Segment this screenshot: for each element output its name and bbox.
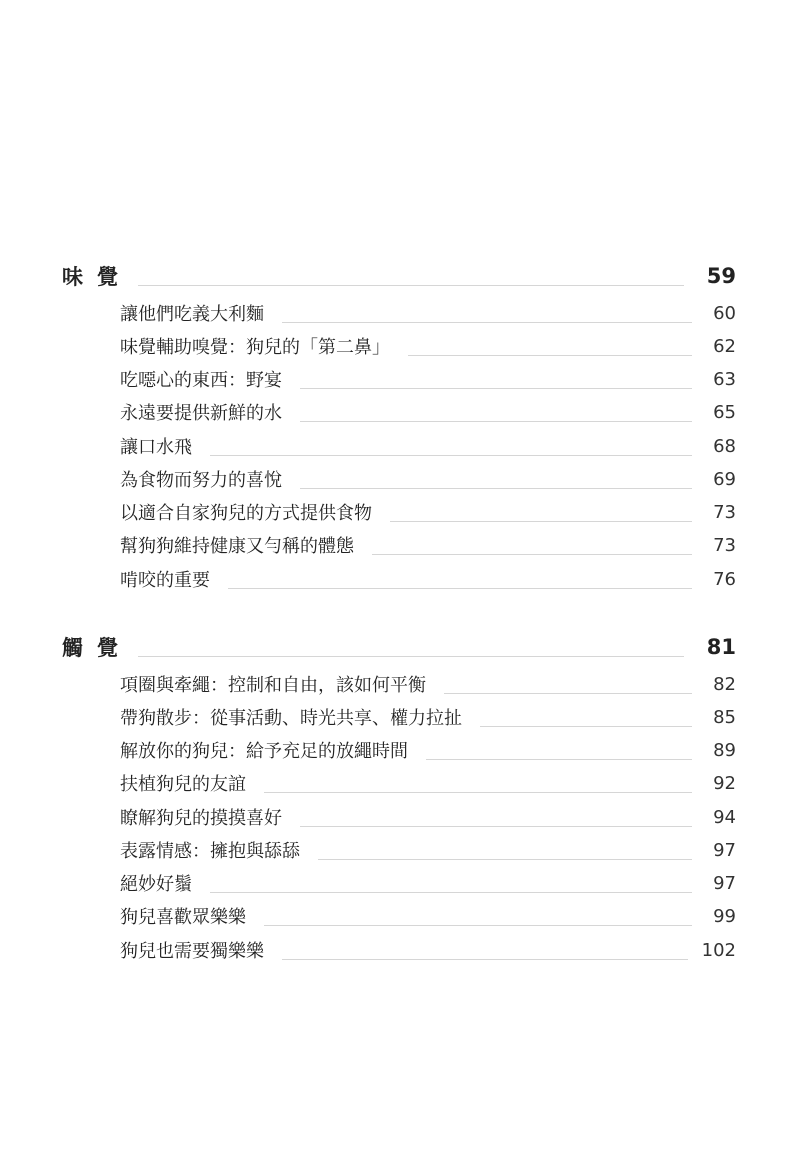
leader-line	[264, 792, 692, 793]
leader-line	[372, 554, 692, 555]
entry-page-number: 73	[713, 534, 736, 556]
entry-page-number: 69	[713, 468, 736, 490]
leader-line	[480, 726, 692, 727]
entry-page-number: 82	[713, 673, 736, 695]
section-page-number: 59	[706, 264, 736, 288]
entry-page-number: 89	[713, 739, 736, 761]
toc-entry[interactable]	[120, 936, 736, 964]
entry-title: 啃咬的重要	[120, 570, 210, 591]
leader-line	[300, 388, 692, 389]
leader-line	[300, 488, 692, 489]
toc-entry[interactable]	[120, 736, 736, 764]
toc-entry[interactable]	[120, 465, 736, 493]
toc-entry[interactable]	[120, 432, 736, 460]
section-title: 觸覺	[62, 636, 132, 660]
entry-page-number: 85	[713, 706, 736, 728]
entry-title: 狗兒也需要獨樂樂	[120, 941, 264, 962]
entry-page-number: 60	[713, 302, 736, 324]
leader-line	[210, 892, 692, 893]
entry-title: 項圈與牽繩：控制和自由，該如何平衡	[120, 675, 426, 696]
entry-title: 瞭解狗兒的摸摸喜好	[120, 808, 282, 829]
entry-title: 表露情感：擁抱與舔舔	[120, 841, 300, 862]
entry-page-number: 73	[713, 501, 736, 523]
leader-line	[300, 421, 692, 422]
entry-title: 帶狗散步：從事活動、時光共享、權力拉扯	[120, 708, 462, 729]
toc-entry[interactable]	[120, 869, 736, 897]
leader-line	[390, 521, 692, 522]
leader-line	[282, 322, 692, 323]
toc-entry[interactable]	[120, 299, 736, 327]
entry-title: 味覺輔助嗅覺：狗兒的「第二鼻」	[120, 337, 390, 358]
toc-entry[interactable]	[120, 332, 736, 360]
leader-line	[318, 859, 692, 860]
leader-line	[426, 759, 692, 760]
leader-line	[300, 826, 692, 827]
toc-section-heading	[62, 262, 736, 290]
leader-line	[444, 693, 692, 694]
toc-entry[interactable]	[120, 365, 736, 393]
leader-line	[210, 455, 692, 456]
entry-title: 狗兒喜歡眾樂樂	[120, 907, 246, 928]
entry-page-number: 97	[713, 872, 736, 894]
entry-page-number: 94	[713, 806, 736, 828]
entry-page-number: 102	[701, 939, 736, 961]
toc-entry[interactable]	[120, 565, 736, 593]
entry-page-number: 92	[713, 772, 736, 794]
toc-entry[interactable]	[120, 670, 736, 698]
entry-page-number: 97	[713, 839, 736, 861]
leader-line	[228, 588, 692, 589]
leader-line	[408, 355, 692, 356]
section-page-number: 81	[706, 635, 736, 659]
leader-line	[138, 285, 684, 286]
leader-line	[138, 656, 684, 657]
toc-entry[interactable]	[120, 902, 736, 930]
leader-line	[264, 925, 692, 926]
entry-page-number: 63	[713, 368, 736, 390]
entry-title: 扶植狗兒的友誼	[120, 774, 246, 795]
entry-page-number: 68	[713, 435, 736, 457]
entry-title: 吃噁心的東西：野宴	[120, 370, 282, 391]
entry-title: 幫狗狗維持健康又勻稱的體態	[120, 536, 354, 557]
toc-entry[interactable]	[120, 803, 736, 831]
leader-line	[282, 959, 688, 960]
entry-title: 為食物而努力的喜悅	[120, 470, 282, 491]
toc-entry[interactable]	[120, 769, 736, 797]
toc-section-heading	[62, 633, 736, 661]
entry-page-number: 76	[713, 568, 736, 590]
section-title: 味覺	[62, 265, 132, 289]
entry-title: 讓口水飛	[120, 437, 192, 458]
entry-page-number: 62	[713, 335, 736, 357]
toc-entry[interactable]	[120, 703, 736, 731]
entry-title: 讓他們吃義大利麵	[120, 304, 264, 325]
entry-title: 以適合自家狗兒的方式提供食物	[120, 503, 372, 524]
toc-entry[interactable]	[120, 398, 736, 426]
toc-entry[interactable]	[120, 836, 736, 864]
toc-entry[interactable]	[120, 531, 736, 559]
entry-title: 解放你的狗兒：給予充足的放繩時間	[120, 741, 408, 762]
entry-page-number: 65	[713, 401, 736, 423]
toc-entry[interactable]	[120, 498, 736, 526]
entry-title: 永遠要提供新鮮的水	[120, 403, 282, 424]
entry-title: 絕妙好鬚	[120, 874, 192, 895]
entry-page-number: 99	[713, 905, 736, 927]
